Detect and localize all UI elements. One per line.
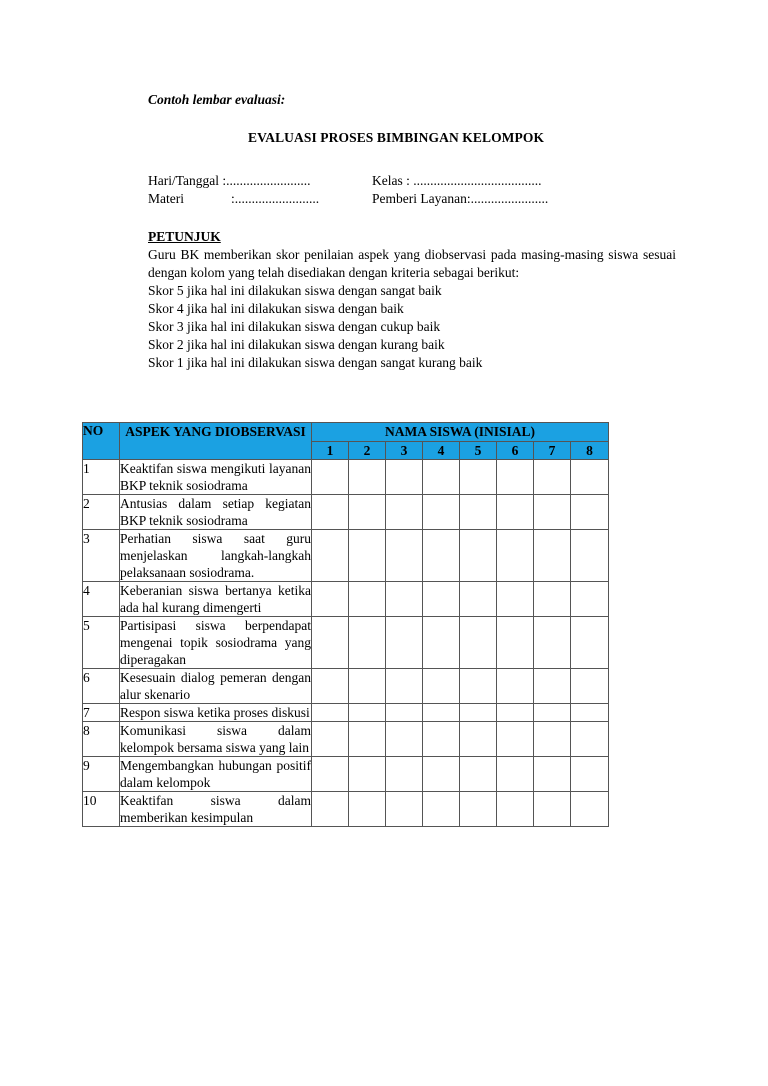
row-aspect: Keaktifan siswa dalam memberikan kesimpulan xyxy=(120,793,311,825)
score-cell[interactable] xyxy=(386,669,423,704)
score-cell[interactable] xyxy=(423,669,460,704)
row-number: 10 xyxy=(83,792,120,827)
score-cell[interactable] xyxy=(386,757,423,792)
row-aspect: Antusias dalam setiap kegiatan BKP teknik sosiodrama xyxy=(120,496,311,528)
score-cell[interactable] xyxy=(349,704,386,722)
score-cell[interactable] xyxy=(349,792,386,827)
score-cell[interactable] xyxy=(571,460,609,495)
column-header-aspek: ASPEK YANG DIOBSERVASI xyxy=(120,423,312,460)
score-cell[interactable] xyxy=(312,722,349,757)
row-aspect: Kesesuain dialog pemeran dengan alur skenario xyxy=(120,670,311,702)
column-header-no: NO xyxy=(83,423,120,460)
score-cell[interactable] xyxy=(423,792,460,827)
row-number: 1 xyxy=(83,460,120,495)
score-cell[interactable] xyxy=(423,617,460,669)
score-cell[interactable] xyxy=(534,617,571,669)
table-row xyxy=(83,582,609,617)
score-cell[interactable] xyxy=(571,617,609,669)
student-column-number: 5 xyxy=(460,441,497,460)
score-cell[interactable] xyxy=(497,757,534,792)
score-cell[interactable] xyxy=(423,704,460,722)
row-aspect: Keberanian siswa bertanya ketika ada hal kurang dimengerti xyxy=(120,583,311,615)
score-line: Skor 4 jika hal ini dilakukan siswa dengan baik xyxy=(148,301,404,316)
score-line: Skor 1 jika hal ini dilakukan siswa dengan sangat kurang baik xyxy=(148,355,483,370)
score-cell[interactable] xyxy=(460,582,497,617)
table-row xyxy=(83,669,609,704)
score-cell[interactable] xyxy=(534,757,571,792)
table-row xyxy=(83,530,609,582)
score-cell[interactable] xyxy=(386,617,423,669)
score-cell[interactable] xyxy=(571,704,609,722)
evaluation-table-body xyxy=(83,460,609,827)
student-column-number: 1 xyxy=(312,441,349,460)
row-number: 3 xyxy=(83,530,120,582)
score-cell[interactable] xyxy=(386,582,423,617)
score-cell[interactable] xyxy=(312,460,349,495)
field-materi-value: :......................... xyxy=(231,191,320,206)
score-cell[interactable] xyxy=(497,704,534,722)
score-cell[interactable] xyxy=(497,530,534,582)
row-aspect: Mengembangkan hubungan positif dalam kelompok xyxy=(120,758,311,790)
score-cell[interactable] xyxy=(460,792,497,827)
field-pemberi-layanan: Pemberi Layanan:....................... xyxy=(372,191,549,206)
evaluation-table xyxy=(82,422,609,827)
score-cell[interactable] xyxy=(534,669,571,704)
student-column-number: 6 xyxy=(497,441,534,460)
score-cell[interactable] xyxy=(423,495,460,530)
instructions xyxy=(148,228,676,372)
row-number: 5 xyxy=(83,617,120,669)
student-column-number: 8 xyxy=(571,441,609,460)
score-cell[interactable] xyxy=(312,757,349,792)
row-number: 9 xyxy=(83,757,120,792)
score-cell[interactable] xyxy=(497,617,534,669)
table-row xyxy=(83,495,609,530)
row-aspect: Keaktifan siswa mengikuti layanan BKP teknik sosiodrama xyxy=(120,461,311,493)
instructions-paragraph: Guru BK memberikan skor penilaian aspek yang diobservasi pada masing-masing siswa sesuai dengan kolom yang telah disediakan dengan kriteria sebagai berikut: xyxy=(148,247,676,280)
form-caption: Contoh lembar evaluasi: xyxy=(148,92,286,107)
field-kelas: Kelas : ...................................... xyxy=(372,173,542,188)
row-aspect: Partisipasi siswa berpendapat mengenai topik sosiodrama yang diperagakan xyxy=(120,618,311,667)
score-cell[interactable] xyxy=(312,582,349,617)
score-cell[interactable] xyxy=(497,722,534,757)
score-cell[interactable] xyxy=(386,530,423,582)
score-cell[interactable] xyxy=(349,582,386,617)
score-cell[interactable] xyxy=(571,792,609,827)
score-cell[interactable] xyxy=(312,495,349,530)
score-cell[interactable] xyxy=(349,669,386,704)
caption-block xyxy=(148,91,688,109)
table-row xyxy=(83,617,609,669)
score-cell[interactable] xyxy=(534,495,571,530)
table-row xyxy=(83,722,609,757)
score-cell[interactable] xyxy=(423,722,460,757)
score-line: Skor 3 jika hal ini dilakukan siswa dengan cukup baik xyxy=(148,319,441,334)
score-cell[interactable] xyxy=(349,757,386,792)
row-number: 8 xyxy=(83,722,120,757)
score-cell[interactable] xyxy=(497,495,534,530)
row-number: 6 xyxy=(83,669,120,704)
score-cell[interactable] xyxy=(571,669,609,704)
score-cell[interactable] xyxy=(571,582,609,617)
row-aspect: Respon siswa ketika proses diskusi xyxy=(120,705,310,720)
student-column-number: 4 xyxy=(423,441,460,460)
form-title: EVALUASI PROSES BIMBINGAN KELOMPOK xyxy=(248,130,545,145)
score-cell[interactable] xyxy=(312,617,349,669)
table-row xyxy=(83,757,609,792)
row-number: 7 xyxy=(83,704,120,722)
student-column-number: 3 xyxy=(386,441,423,460)
score-cell[interactable] xyxy=(460,669,497,704)
score-cell[interactable] xyxy=(497,669,534,704)
score-cell[interactable] xyxy=(460,460,497,495)
instructions-heading: PETUNJUK xyxy=(148,229,221,244)
score-cell[interactable] xyxy=(460,722,497,757)
score-cell[interactable] xyxy=(349,530,386,582)
score-cell[interactable] xyxy=(534,460,571,495)
row-number: 2 xyxy=(83,495,120,530)
score-cell[interactable] xyxy=(349,722,386,757)
table-row xyxy=(83,704,609,722)
score-cell[interactable] xyxy=(534,792,571,827)
score-cell[interactable] xyxy=(460,704,497,722)
row-aspect: Komunikasi siswa dalam kelompok bersama siswa yang lain xyxy=(120,723,311,755)
student-column-number: 7 xyxy=(534,441,571,460)
column-header-nama-siswa: NAMA SISWA (INISIAL) xyxy=(312,423,609,442)
score-cell[interactable] xyxy=(497,582,534,617)
score-cell[interactable] xyxy=(349,617,386,669)
table-row xyxy=(83,460,609,495)
score-cell[interactable] xyxy=(386,792,423,827)
score-cell[interactable] xyxy=(312,530,349,582)
score-line: Skor 5 jika hal ini dilakukan siswa dengan sangat baik xyxy=(148,283,442,298)
score-cell[interactable] xyxy=(571,757,609,792)
score-cell[interactable] xyxy=(386,704,423,722)
score-cell[interactable] xyxy=(386,495,423,530)
score-cell[interactable] xyxy=(423,460,460,495)
table-row xyxy=(83,792,609,827)
score-cell[interactable] xyxy=(460,495,497,530)
score-cell[interactable] xyxy=(571,722,609,757)
score-cell[interactable] xyxy=(460,757,497,792)
field-hari-tanggal: Hari/Tanggal :......................... xyxy=(148,173,311,188)
score-cell[interactable] xyxy=(423,757,460,792)
score-cell[interactable] xyxy=(460,530,497,582)
score-cell[interactable] xyxy=(423,530,460,582)
score-cell[interactable] xyxy=(534,722,571,757)
score-cell[interactable] xyxy=(534,704,571,722)
score-cell[interactable] xyxy=(423,582,460,617)
score-cell[interactable] xyxy=(312,792,349,827)
score-cell[interactable] xyxy=(386,722,423,757)
score-cell[interactable] xyxy=(349,495,386,530)
score-cell[interactable] xyxy=(349,460,386,495)
student-column-number: 2 xyxy=(349,441,386,460)
score-cell[interactable] xyxy=(571,530,609,582)
field-materi-label: Materi xyxy=(148,191,184,206)
score-cell[interactable] xyxy=(534,530,571,582)
row-aspect: Perhatian siswa saat guru menjelaskan langkah-langkah pelaksanaan sosiodrama. xyxy=(120,531,311,580)
score-cell[interactable] xyxy=(386,460,423,495)
score-cell[interactable] xyxy=(571,495,609,530)
score-cell[interactable] xyxy=(534,582,571,617)
score-cell[interactable] xyxy=(497,460,534,495)
row-number: 4 xyxy=(83,582,120,617)
score-line: Skor 2 jika hal ini dilakukan siswa dengan kurang baik xyxy=(148,337,445,352)
score-cell[interactable] xyxy=(312,669,349,704)
score-cell[interactable] xyxy=(497,792,534,827)
score-cell[interactable] xyxy=(312,704,349,722)
score-cell[interactable] xyxy=(460,617,497,669)
